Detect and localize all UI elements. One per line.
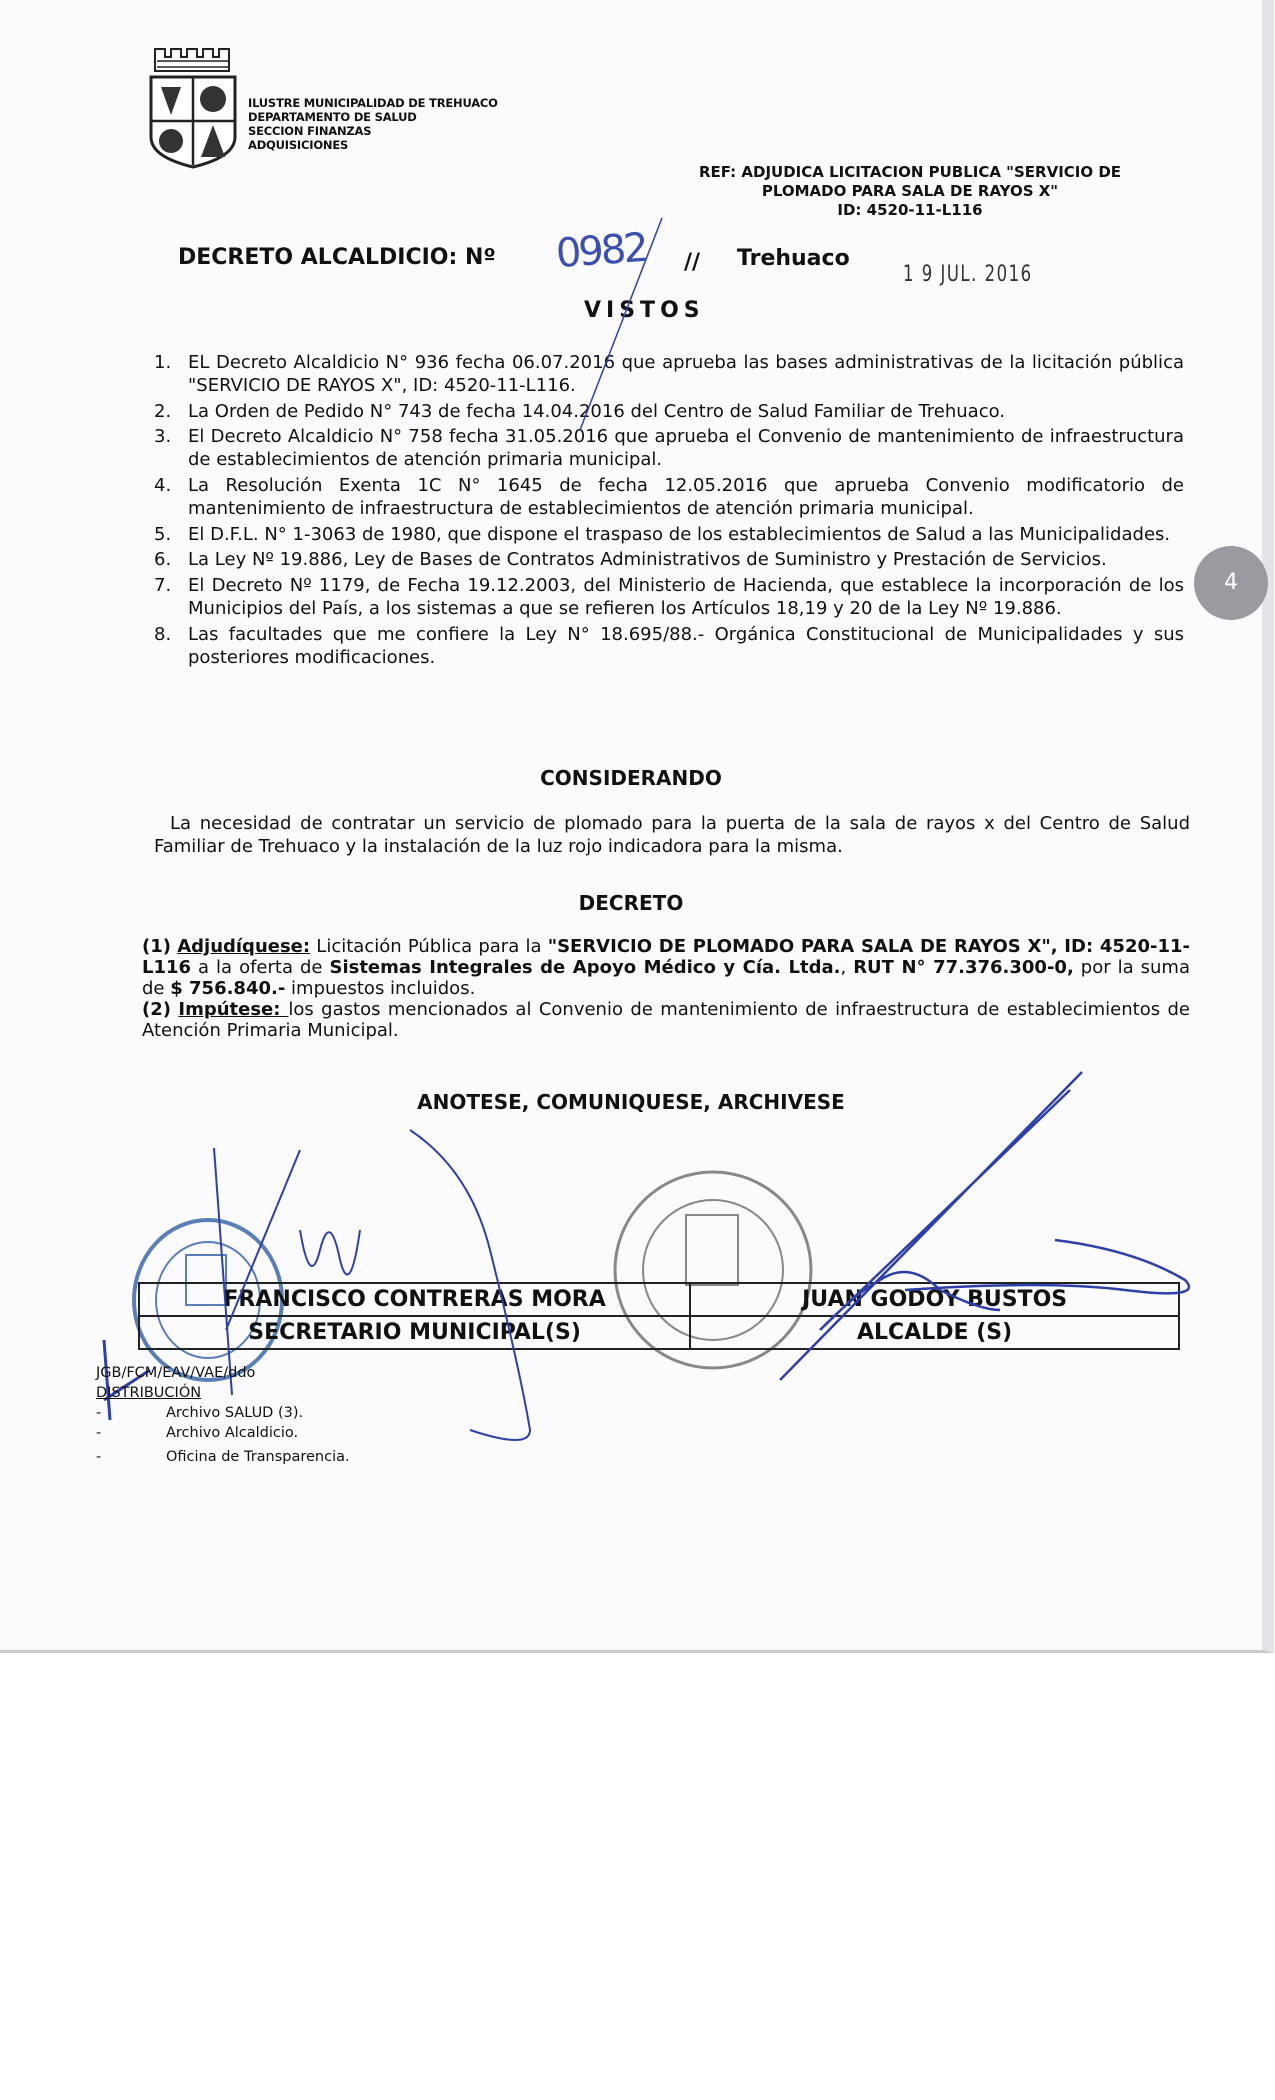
- item-number: 5.: [154, 523, 172, 545]
- item-text: El Decreto Alcaldicio N° 758 fecha 31.05.2016 que aprueba el Convenio de mantenimiento de infraestructura de establecimientos de atención primaria municipal.: [188, 426, 1184, 471]
- item-text: Las facultades que me confiere la Ley N° 18.695/88.- Orgánica Constitucional de Municipalidades y sus posteriores modificaciones.: [188, 623, 1184, 668]
- list-item: - Archivo Alcaldicio.: [96, 1423, 350, 1443]
- initials: JGB/FCM/EAV/VAE/ddo: [96, 1365, 256, 1381]
- item-text: La Resolución Exenta 1C N° 1645 de fecha 12.05.2016 que aprueba Convenio modificatorio de mantenimiento de infraestructura de establecimientos de atención primaria municipal.: [188, 474, 1184, 519]
- item-number: 7.: [154, 575, 172, 597]
- decree-number-handwritten: 0982: [554, 224, 648, 278]
- issuer-line: ADQUISICIONES: [248, 138, 349, 152]
- decreto-clause-2: [142, 999, 1190, 1041]
- ref-line: PLOMADO PARA SALA DE RAYOS X": [761, 182, 1059, 200]
- distribution-list: [96, 1403, 350, 1467]
- list-item: [154, 401, 1184, 424]
- clause-number: (1): [142, 936, 171, 957]
- considerando-text: La necesidad de contratar un servicio de plomado para la puerta de la sala de rayos x del Centro de Salud Familiar de Trehuaco y la instalación de la luz rojo indicadora para la misma.: [154, 813, 1190, 857]
- decree-label: DECRETO ALCALDICIO: Nº: [178, 245, 496, 270]
- date-stamp: 1 9 JUL. 2016: [903, 262, 1033, 287]
- supplier-rut: RUT N° 77.376.300-0,: [853, 957, 1074, 978]
- amount: $ 756.840.-: [170, 978, 286, 999]
- list-item: [154, 475, 1184, 521]
- decreto-body: [142, 936, 1190, 1041]
- page-number-badge: 4: [1194, 546, 1268, 620]
- separator: //: [684, 250, 701, 275]
- supplier-name: Sistemas Integrales de Apoyo Médico y Cía. Ltda.: [329, 957, 841, 978]
- clause-text: a la oferta de: [191, 957, 330, 978]
- vistos-list: [154, 352, 1184, 672]
- clause-text: impuestos incluidos.: [285, 978, 476, 999]
- item-text: La Orden de Pedido N° 743 de fecha 14.04.2016 del Centro de Salud Familiar de Trehuaco.: [188, 400, 1006, 422]
- decreto-heading: DECRETO: [578, 891, 684, 915]
- list-item: - Archivo SALUD (3).: [96, 1403, 350, 1423]
- list-item: [154, 624, 1184, 670]
- issuer-line: DEPARTAMENTO DE SALUD: [248, 110, 417, 124]
- signer-role: ALCALDE (S): [690, 1316, 1179, 1349]
- signer-name: FRANCISCO CONTRERAS MORA: [139, 1283, 690, 1316]
- vistos-heading: VISTOS: [584, 298, 705, 323]
- ref-line: ID: 4520-11-L116: [837, 201, 983, 219]
- issuer-line: ILUSTRE MUNICIPALIDAD DE TREHUACO: [248, 96, 498, 110]
- list-item: - Oficina de Transparencia.: [96, 1447, 350, 1467]
- distribution-title: DISTRIBUCIÓN: [96, 1385, 202, 1401]
- list-item: [154, 426, 1184, 472]
- closing-formula: ANOTESE, COMUNIQUESE, ARCHIVESE: [417, 1090, 845, 1114]
- ref-line: REF: ADJUDICA LICITACION PUBLICA "SERVICIO DE: [698, 163, 1122, 181]
- city: Trehuaco: [737, 246, 850, 271]
- signer-role: SECRETARIO MUNICIPAL(S): [139, 1316, 690, 1349]
- clause-text: Licitación Pública para la: [310, 936, 548, 957]
- signer-name: JUAN GODOY BUSTOS: [690, 1283, 1179, 1316]
- clause-text: ,: [840, 957, 854, 978]
- item-number: 6.: [154, 549, 172, 571]
- clause-label: Impútese:: [178, 999, 289, 1020]
- item-text: EL Decreto Alcaldicio N° 936 fecha 06.07.2016 que aprueba las bases administrativas de la licitación pública "SERVICIO DE RAYOS X", ID: 4520-11-L116.: [188, 352, 1184, 396]
- footer: [96, 1363, 350, 1467]
- item-number: 4.: [154, 474, 172, 496]
- clause-number: (2): [142, 999, 171, 1020]
- signature-table: [138, 1282, 1180, 1350]
- tender-name: "SERVICIO DE PLOMADO PARA SALA DE RAYOS X", ID: 4520-11-L116: [142, 936, 1190, 978]
- list-item: [154, 524, 1184, 547]
- clause-label: Adjudíquese:: [177, 936, 311, 957]
- issuer-line: SECCION FINANZAS: [248, 124, 372, 138]
- list-item: [154, 352, 1184, 398]
- decreto-clause-1: [142, 936, 1190, 999]
- clause-text: por la suma de: [142, 957, 1190, 999]
- item-number: 1.: [154, 352, 172, 373]
- reference-block: [640, 163, 1180, 220]
- item-number: 3.: [154, 426, 172, 448]
- item-text: El Decreto Nº 1179, de Fecha 19.12.2003, del Ministerio de Hacienda, que establece la incorporación de los Municipios del País, a los sistemas a que se refieren los Artículos 18,19 y 20 de la Ley Nº 19.886.: [188, 575, 1184, 619]
- list-item: [154, 575, 1184, 621]
- clause-text: los gastos mencionados al Convenio de mantenimiento de infraestructura de establecimientos de Atención Primaria Municipal.: [142, 999, 1190, 1041]
- list-item: [154, 549, 1184, 572]
- item-number: 2.: [154, 400, 172, 422]
- item-number: 8.: [154, 623, 172, 645]
- item-text: La Ley Nº 19.886, Ley de Bases de Contratos Administrativos de Suministro y Prestación de Servicios.: [188, 549, 1107, 571]
- considerando-heading: CONSIDERANDO: [540, 766, 722, 790]
- municipal-coat-of-arms-logo: [147, 45, 239, 170]
- item-text: El D.F.L. N° 1-3063 de 1980, que dispone el traspaso de los establecimientos de Salud a las Municipalidades.: [188, 523, 1171, 545]
- issuer-header: [248, 96, 498, 152]
